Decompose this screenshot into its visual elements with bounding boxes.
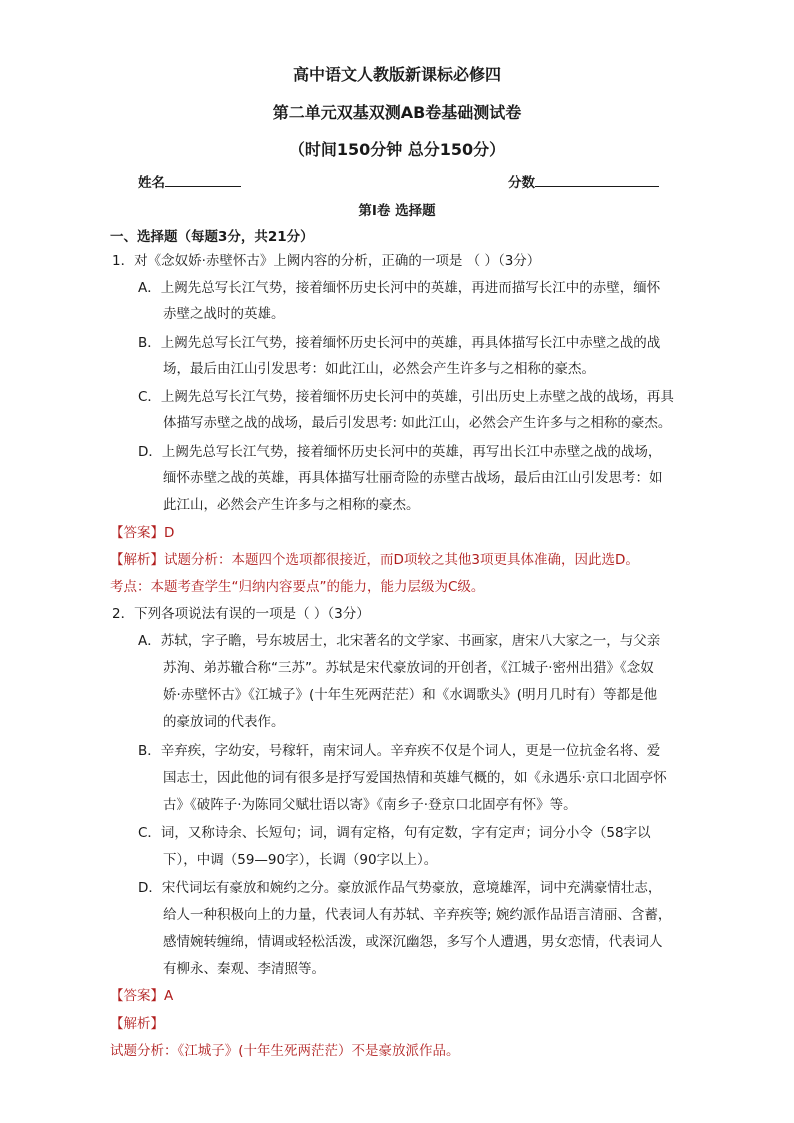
q1-stem: 1．对《念奴娇·赤壁怀古》上阙内容的分析，正确的一项是 （ ）（3分）: [112, 253, 541, 269]
name-blank-line: [165, 172, 241, 187]
q2-option-b-cont2: 古》《破阵子·为陈同父赋壮语以寄》《南乡子·登京口北固亭有怀》等。: [163, 797, 577, 813]
exam-time-score: （时间150分钟 总分150分）: [288, 140, 506, 159]
q1-option-c: C．上阙先总写长江气势，接着缅怀历史长河中的英雄，引出历史上赤壁之战的战场，再具: [138, 389, 674, 405]
q2-option-a-cont2: 娇·赤壁怀古》《江城子》(十年生死两茫茫）和《水调歌头》(明月几时有）等都是他: [163, 687, 658, 703]
q1-option-d: D．上阙先总写长江气势，接着缅怀历史长河中的英雄，再写出长江中赤壁之战的战场，: [138, 444, 662, 460]
q2-stem: 2．下列各项说法有误的一项是（ ）（3分）: [112, 606, 370, 622]
q2-option-d-cont2: 感情婉转缠绵，情调或轻松活泼，或深沉幽怨，多写个人遭遇，男女恋情，代表词人: [163, 934, 663, 950]
q2-option-d-cont1: 给人一种积极向上的力量，代表词人有苏轼、辛弃疾等; 婉约派作品语言清丽、含蓄，: [163, 907, 672, 923]
q1-answer: 【答案】D: [110, 525, 175, 541]
exam-subtitle: 第二单元双基双测AB卷基础测试卷: [272, 103, 522, 122]
volume-heading: 第Ⅰ卷 选择题: [358, 203, 436, 219]
name-label: 姓名: [138, 175, 165, 191]
q1-option-d-cont2: 此江山，必然会产生许多与之相称的豪杰。: [163, 497, 420, 513]
q1-option-b-cont: 场，最后由江山引发思考：如此江山，必然会产生许多与之相称的豪杰。: [163, 361, 595, 377]
section-heading: 一、选择题（每题3分，共21分）: [110, 229, 314, 245]
q1-option-d-cont1: 缅怀赤壁之战的英雄，再具体描写壮丽奇险的赤壁古战场，最后由江山引发思考：如: [163, 470, 663, 486]
q2-analysis-label: 【解析】: [110, 1016, 164, 1032]
q1-analysis: 【解析】试题分析：本题四个选项都很接近，而D项较之其他3项更具体准确，因此选D。: [110, 552, 639, 568]
q1-option-a-cont: 赤壁之战时的英雄。: [163, 306, 285, 322]
q2-option-d-cont3: 有柳永、秦观、李清照等。: [163, 961, 325, 977]
q2-option-c-cont: 下），中调（59—90字），长调（90字以上）。: [163, 852, 438, 868]
q2-answer: 【答案】A: [110, 988, 174, 1004]
score-blank-line: [535, 172, 659, 187]
q1-option-b: B．上阙先总写长江气势，接着缅怀历史长河中的英雄，再具体描写长江中赤壁之战的战: [138, 335, 661, 351]
score-field: [508, 171, 659, 191]
q2-option-b-cont1: 国志士，因此他的词有很多是抒写爱国热情和英雄气概的，如《永遇乐·京口北固亭怀: [163, 770, 667, 786]
score-label: 分数: [508, 175, 535, 191]
q2-option-a-cont1: 苏洵、弟苏辙合称“三苏”。苏轼是宋代豪放词的开创者，《江城子·密州出猎》《念奴: [163, 660, 654, 676]
q2-option-a-cont3: 的豪放词的代表作。: [163, 714, 285, 730]
q1-option-a: A．上阙先总写长江气势，接着缅怀历史长河中的英雄，再进而描写长江中的赤壁，缅怀: [138, 280, 661, 296]
q2-option-c: C．词，又称诗余、长短句；词，调有定格，句有定数，字有定声；词分小令（58字以: [138, 825, 651, 841]
q2-option-d: D．宋代词坛有豪放和婉约之分。豪放派作品气势豪放，意境雄浑，词中充满豪情壮志，: [138, 880, 662, 896]
q2-option-a: A．苏轼，字子瞻，号东坡居士，北宋著名的文学家、书画家，唐宋八大家之一，与父亲: [138, 633, 661, 649]
q2-analysis: 试题分析：《江城子》(十年生死两茫茫）不是豪放派作品。: [110, 1043, 460, 1059]
name-field: [138, 171, 241, 191]
exam-title: 高中语文人教版新课标必修四: [292, 65, 501, 84]
q1-kaodian: 考点：本题考查学生“归纳内容要点”的能力，能力层级为C级。: [110, 579, 485, 595]
q2-option-b: B．辛弃疾，字幼安，号稼轩，南宋词人。辛弃疾不仅是个词人，更是一位抗金名将、爱: [138, 743, 661, 759]
q1-option-c-cont: 体描写赤壁之战的战场，最后引发思考: 如此江山，必然会产生许多与之相称的豪杰。: [163, 415, 672, 431]
